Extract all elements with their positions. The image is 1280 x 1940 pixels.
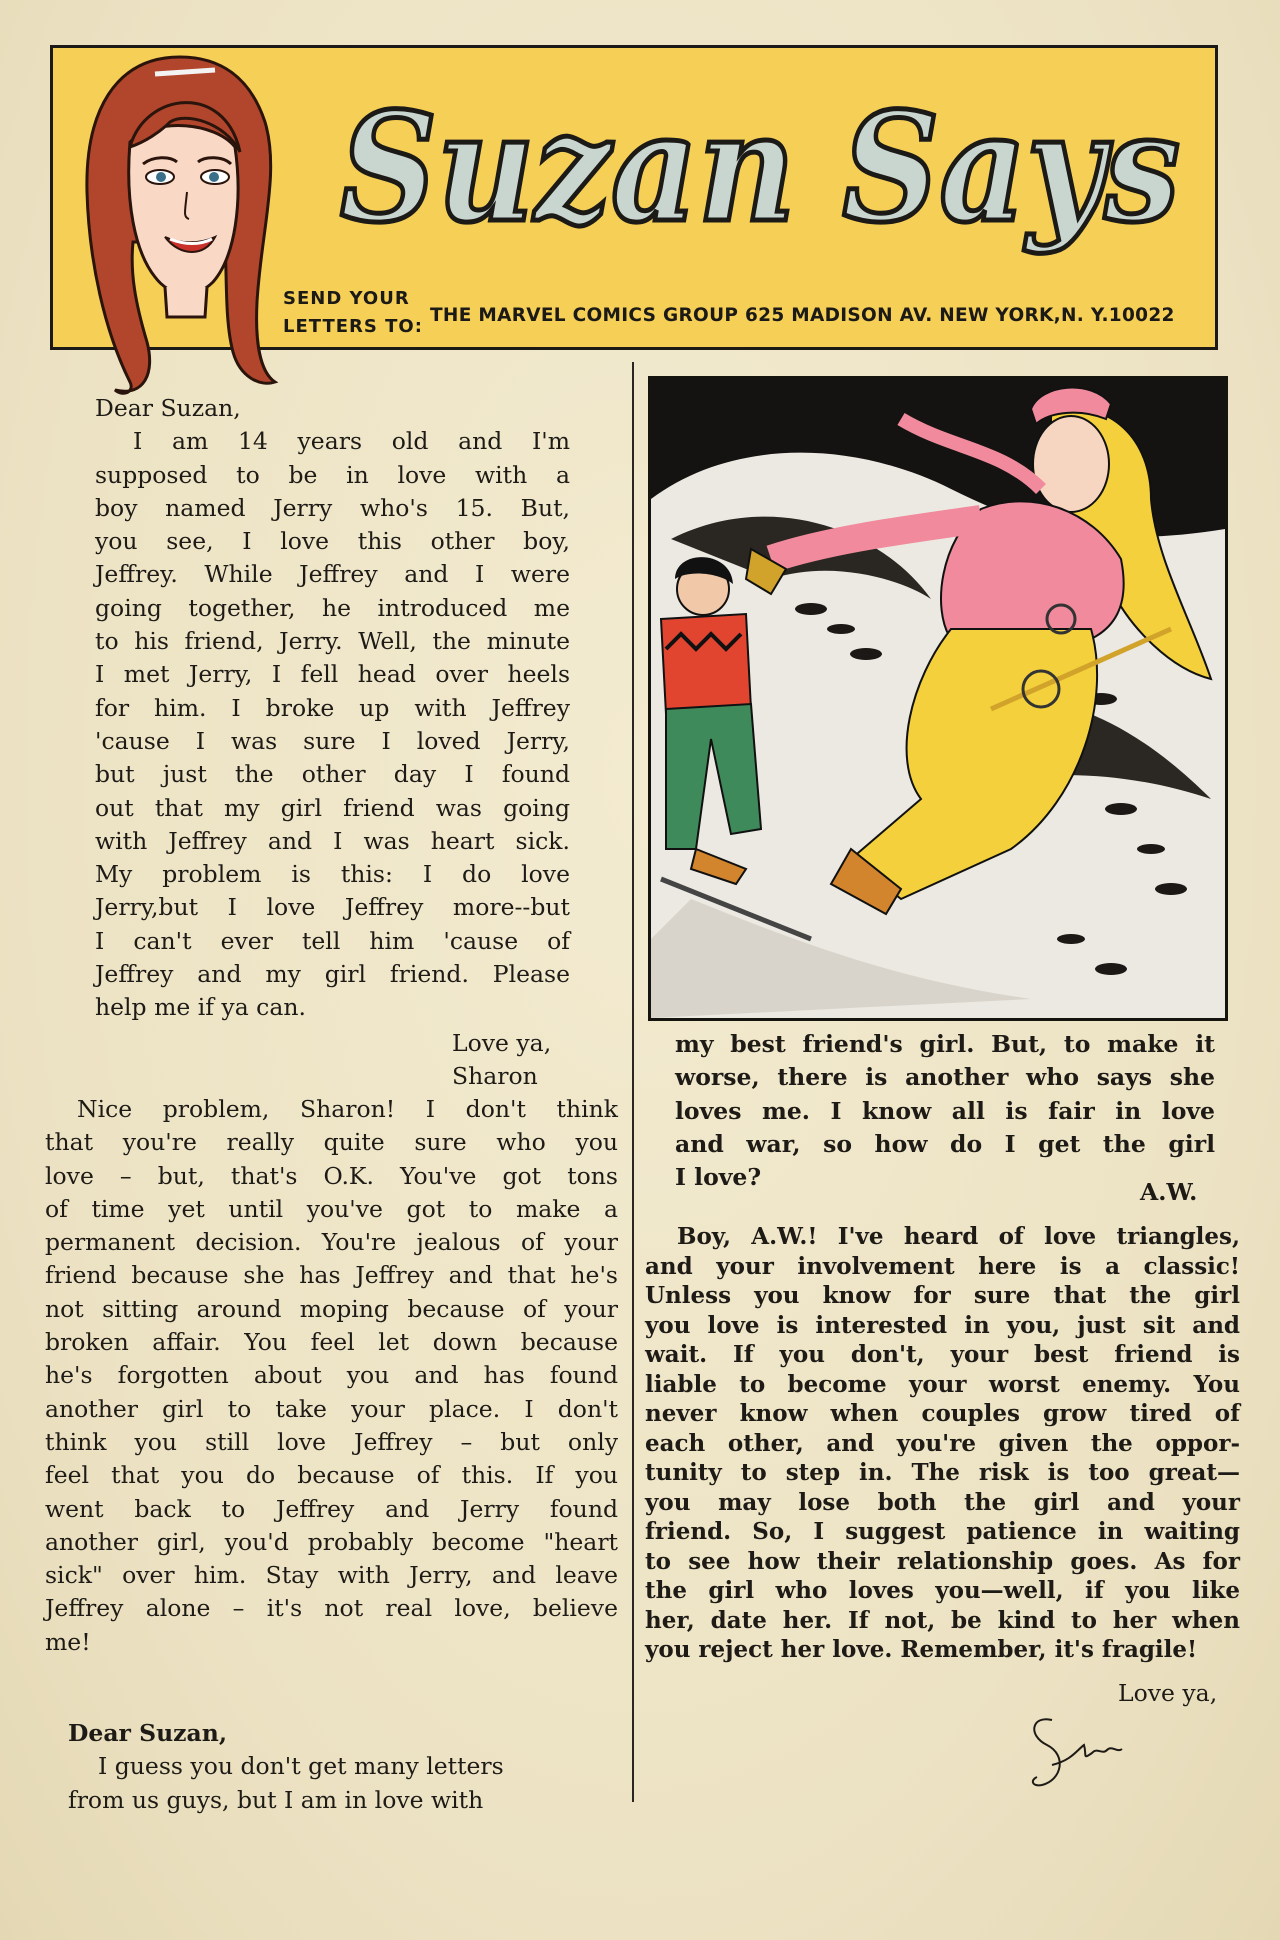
letter-line: I am 14 years old and I'm — [133, 427, 570, 456]
letter-line: supposed to be in love with a — [95, 460, 570, 489]
reply-to-aw — [645, 1222, 1240, 1665]
reply-line: never know when couples grow tired of — [645, 1400, 1240, 1427]
letter-line: my best friend's girl. But, to make it — [675, 1030, 1215, 1058]
reply-line: to see how their relationship goes. As for — [645, 1547, 1240, 1575]
reply-line: wait. If you don't, your best friend is — [645, 1341, 1240, 1368]
reply-line: broken affair. You feel let down because — [45, 1328, 618, 1357]
letter-line: Jerry,but I love Jeffrey more--but — [95, 893, 570, 922]
reply-line: he's forgotten about you and has found — [45, 1361, 618, 1390]
column-divider — [632, 362, 634, 1802]
suzan-says-logo — [330, 70, 1200, 270]
reply-line: you may lose both the girl and your — [645, 1488, 1240, 1516]
letter-line: I can't ever tell him 'cause of — [95, 926, 570, 955]
reply-line: went back to Jeffrey and Jerry found — [45, 1494, 618, 1523]
reply-line: not sitting around moping because of your — [45, 1294, 618, 1323]
letter-line: loves me. I know all is fair in love — [675, 1096, 1215, 1125]
signoff: Love ya, — [452, 1029, 552, 1057]
reply-line: you love is interested in you, just sit and — [645, 1311, 1240, 1339]
letter-line: Jeffrey. While Jeffrey and I were — [95, 560, 570, 589]
suzan-portrait-illustration — [75, 52, 285, 397]
reply-line: Nice problem, Sharon! I don't think — [77, 1095, 618, 1123]
letter-line: to his friend, Jerry. Well, the minute — [95, 627, 570, 656]
reply-line: you reject her love. Remember, it's fragile! — [645, 1636, 1198, 1663]
letter-line: Jeffrey and my girl friend. Please — [95, 960, 570, 989]
reply-line: the girl who loves you—well, if you like — [645, 1577, 1240, 1604]
reply-line: me! — [45, 1627, 91, 1656]
letter-line: I met Jerry, I fell head over heels — [95, 660, 570, 689]
salutation: Dear Suzan, — [95, 394, 241, 422]
reply-line: liable to become your worst enemy. You — [645, 1370, 1240, 1398]
letter-line: going together, he introduced me — [95, 593, 570, 622]
reply-line: friend. So, I suggest patience in waiting — [645, 1518, 1240, 1545]
letter-line: boy named Jerry who's 15. But, — [95, 493, 570, 522]
letter-line: My problem is this: I do love — [95, 860, 570, 889]
reply-line: another girl, you'd probably become "heart — [45, 1527, 618, 1556]
letter-line: from us guys, but I am in love with — [68, 1785, 484, 1814]
reply-line: and your involvement here is a classic! — [645, 1252, 1240, 1280]
letter-line: out that my girl friend was going — [95, 793, 570, 822]
reply-line: each other, and you're given the oppor- — [645, 1429, 1240, 1457]
letter-aw-start — [68, 1717, 608, 1817]
letter-sharon — [95, 392, 570, 1025]
reply-line: Unless you know for sure that the girl — [645, 1282, 1240, 1309]
letter-line: I guess you don't get many letters — [98, 1752, 504, 1781]
letter-line: help me if ya can. — [95, 993, 306, 1022]
skiing-couple-illustration — [651, 379, 1225, 1018]
reply-to-sharon — [45, 1093, 618, 1659]
reply-line: friend because she has Jeffrey and that he's — [45, 1261, 618, 1290]
send-letters-label: SEND YOUR LETTERS TO: — [283, 288, 423, 337]
letter-sharon-signature — [452, 1027, 612, 1094]
signer: Sharon — [452, 1062, 538, 1091]
signer-aw: A.W. — [1140, 1178, 1198, 1206]
suzan-handwritten-signature — [1022, 1705, 1152, 1795]
salutation: Dear Suzan, — [68, 1719, 228, 1747]
letter-line: and war, so how do I get the girl — [675, 1129, 1215, 1158]
reply-line: another girl to take your place. I don't — [45, 1394, 618, 1423]
reply-line: that you're really quite sure who you — [45, 1128, 618, 1157]
reply-line: feel that you do because of this. If you — [45, 1461, 618, 1490]
reply-line: love – but, that's O.K. You've got tons — [45, 1161, 618, 1190]
reply-line: of time yet until you've got to make a — [45, 1194, 618, 1223]
letter-line: I love? — [675, 1163, 762, 1192]
reply-line: Boy, A.W.! I've heard of love triangles, — [677, 1223, 1240, 1250]
letter-line: you see, I love this other boy, — [95, 527, 570, 556]
letter-aw-continued — [675, 1028, 1215, 1194]
reply-line: sick" over him. Stay with Jerry, and leave — [45, 1561, 618, 1590]
letter-line: worse, there is another who says she — [675, 1063, 1215, 1092]
reply-line: think you still love Jeffrey – but only — [45, 1427, 618, 1456]
letter-line: 'cause I was sure I loved Jerry, — [95, 726, 570, 755]
title-text: Suzan Says — [340, 80, 1180, 256]
reply-line: tunity to step in. The risk is too great— — [645, 1459, 1240, 1486]
reply-line: her, date her. If not, be kind to her when — [645, 1606, 1240, 1634]
mailing-address: THE MARVEL COMICS GROUP 625 MADISON AV. NEW YORK,N. Y.10022 — [430, 305, 1175, 326]
reply-line: Jeffrey alone – it's not real love, believe — [45, 1594, 618, 1623]
letter-line: for him. I broke up with Jeffrey — [95, 693, 570, 722]
reply-line: permanent decision. You're jealous of your — [45, 1228, 618, 1257]
skiing-illustration-panel — [648, 376, 1228, 1021]
letter-line: with Jeffrey and I was heart sick. — [95, 826, 570, 855]
letter-line: but just the other day I found — [95, 760, 570, 789]
suzan-signoff: Love ya, — [1118, 1679, 1218, 1707]
